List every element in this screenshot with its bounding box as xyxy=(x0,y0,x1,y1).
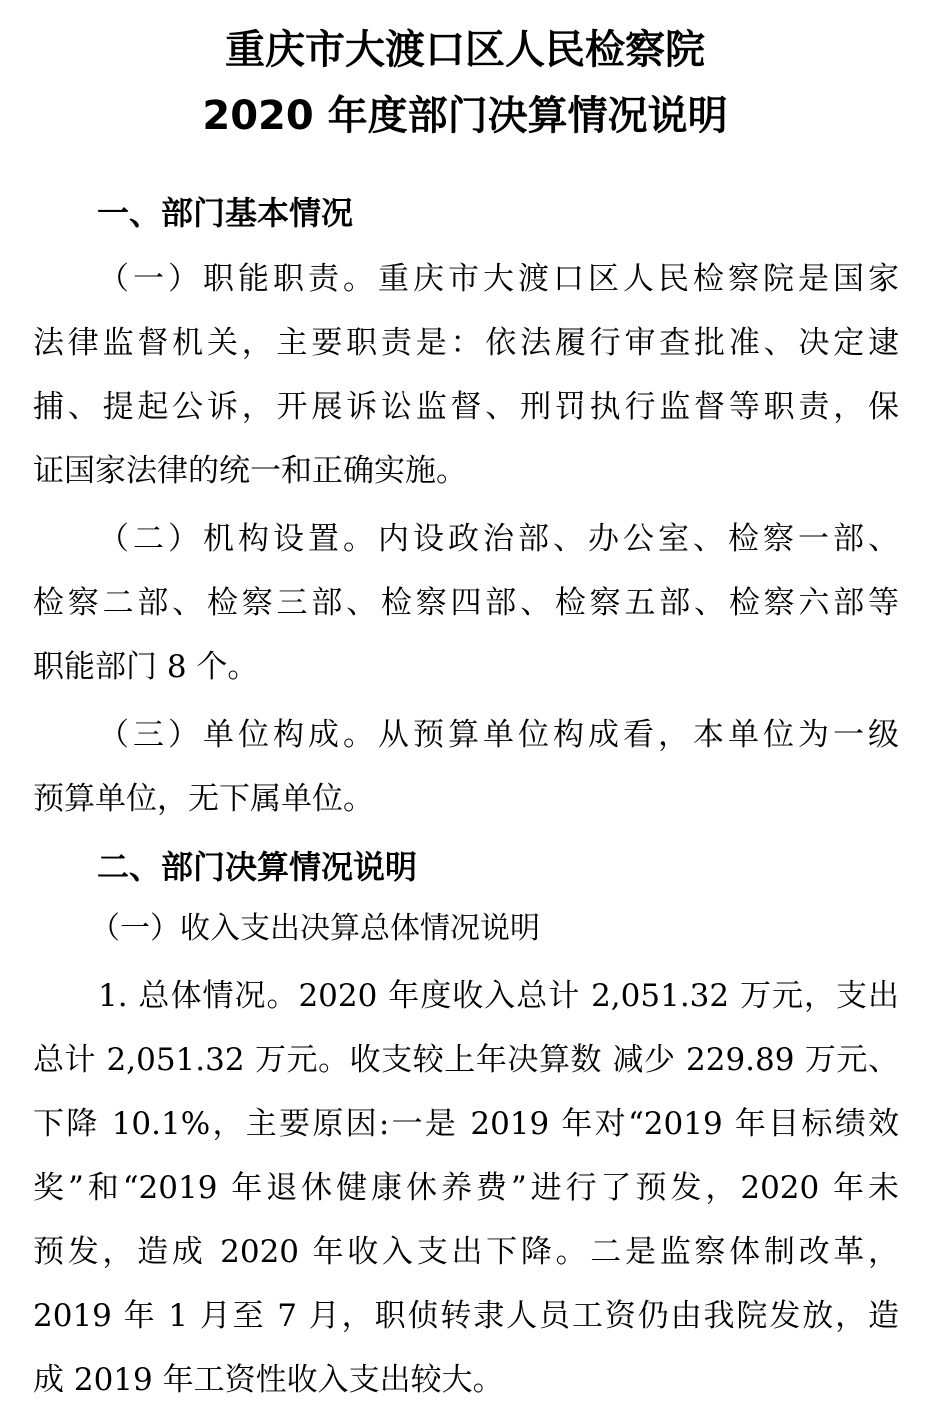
paragraph-line: 总计 2,051.32 万元。收支较上年决算数 减少 229.89 万元、 xyxy=(33,1042,899,1078)
paragraph-line: 成 2019 年工资性收入支出较大。 xyxy=(33,1362,504,1398)
section-1-heading: 一、部门基本情况 xyxy=(97,194,354,232)
paragraph-line: （二）机构设置。内设政治部、办公室、检察一部、 xyxy=(98,521,899,557)
paragraph-line: 捕、提起公诉，开展诉讼监督、刑罚执行监督等职责，保 xyxy=(33,389,899,425)
document-title-line-1: 重庆市大渡口区人民检察院 xyxy=(225,27,705,73)
paragraph-line: 下降 10.1%，主要原因:一是 2019 年对“2019 年目标绩效 xyxy=(33,1106,899,1142)
paragraph-line: 预算单位，无下属单位。 xyxy=(33,781,374,817)
paragraph-line: 证国家法律的统一和正确实施。 xyxy=(33,453,467,489)
paragraph-line: 预发，造成 2020 年收入支出下降。二是监察体制改革， xyxy=(33,1234,899,1270)
paragraph-line: 2019 年 1 月至 7 月，职侦转隶人员工资仍由我院发放，造 xyxy=(33,1298,899,1334)
section-2-heading: 二、部门决算情况说明 xyxy=(97,848,418,886)
paragraph-line: （一）职能职责。重庆市大渡口区人民检察院是国家 xyxy=(98,261,899,297)
document-title-line-2: 2020 年度部门决算情况说明 xyxy=(202,93,728,139)
paragraph-line: 职能部门 8 个。 xyxy=(33,649,259,685)
section-2-subheading: （一）收入支出决算总体情况说明 xyxy=(90,911,540,946)
paragraph-line: 法律监督机关，主要职责是：依法履行审查批准、决定逮 xyxy=(33,325,899,361)
paragraph-line: 奖”和“2019 年退休健康休养费”进行了预发，2020 年未 xyxy=(33,1170,899,1206)
paragraph-line: 1. 总体情况。2020 年度收入总计 2,051.32 万元，支出 xyxy=(98,978,899,1014)
paragraph-line: 检察二部、检察三部、检察四部、检察五部、检察六部等 xyxy=(33,585,899,621)
paragraph-line: （三）单位构成。从预算单位构成看，本单位为一级 xyxy=(98,717,899,753)
